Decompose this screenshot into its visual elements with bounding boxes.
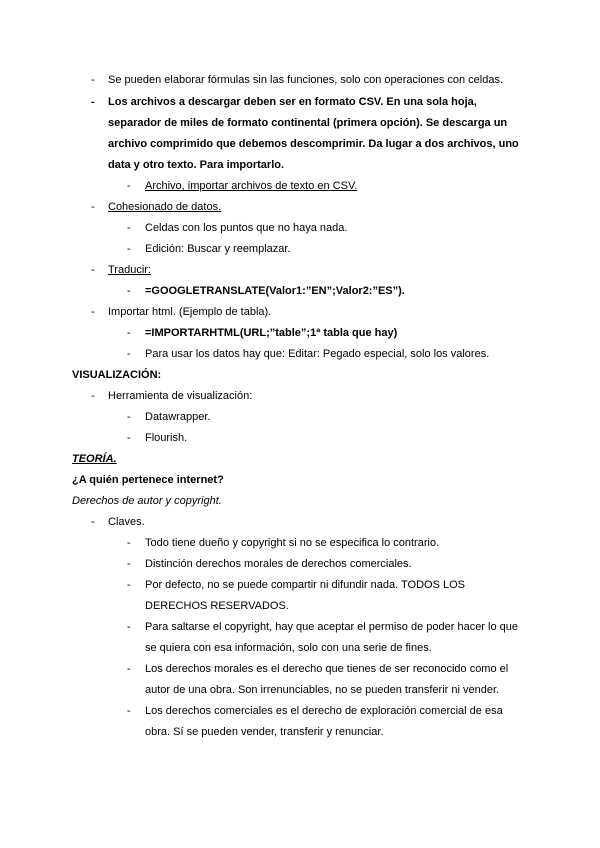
text-line: Los derechos comerciales es el derecho de exploración comercial de esa [145,705,503,717]
text-line: =GOOGLETRANSLATE(Valor1:”EN”;Valor2:”ES”). [145,285,405,297]
bullet-dash: - [127,537,131,549]
bullet-dash: - [127,663,131,675]
text-line: Los derechos morales es el derecho que tienes de ser reconocido como el [145,663,509,675]
text-line: Por defecto, no se puede compartir ni difundir nada. TODOS LOS [145,579,465,591]
subheading-italic: Derechos de autor y copyright. [72,495,222,507]
text-line: DERECHOS RESERVADOS. [145,600,289,612]
text-line: se quiera con esa información, solo con una serie de fines. [145,642,432,654]
subheading: ¿A quién pertenece internet? [72,474,224,486]
bullet-dash: - [127,243,131,255]
bullet-dash: - [127,348,131,360]
text-line: Datawrapper. [145,411,211,423]
text-line: Los archivos a descargar deben ser en formato CSV. En una sola hoja, [108,96,477,108]
bullet-dash: - [91,516,95,528]
text-line: Celdas con los puntos que no haya nada. [145,222,348,234]
text-line: Archivo, importar archivos de texto en CSV. [145,180,358,192]
text-line: Edición: Buscar y reemplazar. [145,243,291,255]
bullet-dash: - [91,264,95,276]
text-line: data y otro texto. Para importarlo. [108,159,285,171]
text-line: obra. Sí se pueden vender, transferir y renunciar. [145,726,384,738]
text-line: Herramienta de visualización: [108,390,253,402]
text-line: =IMPORTARHTML(URL;”table”;1ª tabla que hay) [145,327,398,339]
bullet-dash: - [91,74,95,86]
text-line: Para usar los datos hay que: Editar: Pegado especial, solo los valores. [145,348,490,360]
text-line: Traducir: [108,264,151,276]
bullet-dash: - [91,96,95,108]
bullet-dash: - [127,621,131,633]
bullet-dash: - [127,705,131,717]
bullet-dash: - [127,432,131,444]
bullet-dash: - [127,411,131,423]
bullet-dash: - [127,558,131,570]
text-line: Claves. [108,516,145,528]
bullet-dash: - [127,180,131,192]
bullet-dash: - [127,579,131,591]
text-line: archivo comprimido que debemos descomprimir. Da lugar a dos archivos, uno [108,138,519,150]
bullet-dash: - [91,201,95,213]
bullet-dash: - [91,306,95,318]
bullet-dash: - [127,222,131,234]
section-heading-teoria: TEORÍA. [72,453,117,465]
section-heading-visualizacion: VISUALIZACIÓN: [72,369,162,381]
bullet-dash: - [127,327,131,339]
text-line: autor de una obra. Son irrenunciables, no se pueden transferir ni vender. [145,684,500,696]
text-line: Flourish. [145,432,188,444]
text-line: Se pueden elaborar fórmulas sin las funciones, solo con operaciones con celdas. [108,74,504,86]
text-line: Todo tiene dueño y copyright si no se especifica lo contrario. [145,537,440,549]
bullet-dash: - [127,285,131,297]
text-line: Distinción derechos morales de derechos comerciales. [145,558,412,570]
bullet-dash: - [91,390,95,402]
text-line: separador de miles de formato continental (primera opción). Se descarga un [108,117,508,129]
text-line: Para saltarse el copyright, hay que aceptar el permiso de poder hacer lo que [145,621,518,633]
text-line: Cohesionado de datos. [108,201,222,213]
text-line: Importar html. (Ejemplo de tabla). [108,306,272,318]
